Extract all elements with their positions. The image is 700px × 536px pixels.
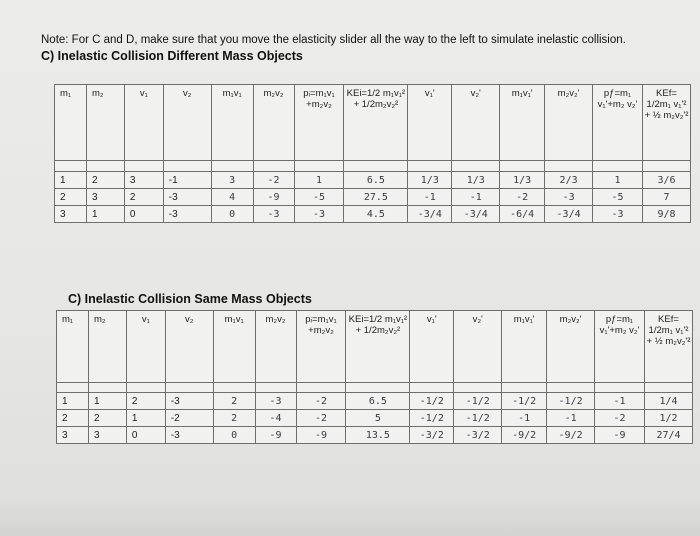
column-header: m₁v₁' [502,311,547,383]
table-row [55,172,691,189]
handwritten-answer-cell: -3 [253,206,294,223]
handwritten-answer-cell: -6/4 [500,206,545,223]
blank-cell [57,383,89,393]
handwritten-answer-cell: 0 [211,206,253,223]
handwritten-answer-cell: -4 [255,410,296,427]
handwritten-answer-cell: 1 [294,172,344,189]
handwritten-answer-cell: -1 [595,393,645,410]
handwritten-answer-cell: -1 [452,189,500,206]
handwritten-answer-cell: -9 [255,427,296,444]
photo-shadow [0,496,700,536]
handwritten-answer-cell: -2 [500,189,545,206]
blank-cell [547,383,595,393]
blank-cell [55,161,87,172]
blank-cell [410,383,454,393]
handwritten-answer-cell: -1/2 [502,393,547,410]
blank-cell [124,161,163,172]
handwritten-answer-cell: -9/2 [547,427,595,444]
handwritten-answer-cell: 2 [213,410,255,427]
handwritten-answer-cell: -5 [593,189,643,206]
column-header: v₁' [410,311,454,383]
handwritten-answer-cell: 9/8 [642,206,690,223]
column-header: m₁ [57,311,89,383]
handwritten-answer-cell: -1 [547,410,595,427]
column-header: m₁v₁ [213,311,255,383]
table-different-mass [54,84,691,223]
section-title-same-mass: C) Inelastic Collision Same Mass Objects [68,292,312,306]
table-row [55,189,691,206]
handwritten-answer-cell: -3/4 [408,206,452,223]
blank-cell [211,161,253,172]
instruction-note: Note: For C and D, make sure that you move the elasticity slider all the way to the left to simulate inelastic collision. [41,34,626,46]
given-value-cell: -3 [163,206,211,223]
handwritten-answer-cell: -1/2 [454,410,502,427]
handwritten-answer-cell: 4.5 [344,206,408,223]
column-header: m₁ [55,85,87,161]
given-value-cell: 1 [126,410,165,427]
column-header: v₂ [165,311,213,383]
blank-cell [502,383,547,393]
blank-cell [86,161,124,172]
section-title-different-mass: C) Inelastic Collision Different Mass Objects [41,49,303,63]
table-row [55,206,691,223]
blank-cell [255,383,296,393]
handwritten-answer-cell: -2 [253,172,294,189]
given-value-cell: -2 [165,410,213,427]
given-value-cell: 2 [86,172,124,189]
handwritten-answer-cell: -9 [595,427,645,444]
column-header: v₁ [124,85,163,161]
handwritten-answer-cell: 5 [346,410,410,427]
handwritten-answer-cell: -1 [502,410,547,427]
column-header: m₂v₂' [545,85,593,161]
spacer-row [55,161,691,172]
handwritten-answer-cell: -1/2 [454,393,502,410]
table-same-mass [56,310,693,444]
handwritten-answer-cell: -3 [255,393,296,410]
handwritten-answer-cell: -9 [253,189,294,206]
column-header: m₂ [86,85,124,161]
handwritten-answer-cell: 1/2 [644,410,692,427]
handwritten-answer-cell: -9/2 [502,427,547,444]
blank-cell [346,383,410,393]
column-header: pᵢ=m₁v₁ +m₂v₂ [294,85,344,161]
handwritten-answer-cell: 4 [211,189,253,206]
column-header: m₁v₁ [211,85,253,161]
given-value-cell: 3 [88,427,126,444]
blank-cell [126,383,165,393]
handwritten-answer-cell: 3/6 [642,172,690,189]
handwritten-answer-cell: 0 [213,427,255,444]
handwritten-answer-cell: -9 [296,427,346,444]
handwritten-answer-cell: 2/3 [545,172,593,189]
handwritten-answer-cell: -3/4 [545,206,593,223]
handwritten-answer-cell: 7 [642,189,690,206]
blank-cell [644,383,692,393]
table-row [57,410,693,427]
given-value-cell: 2 [57,410,89,427]
handwritten-answer-cell: -5 [294,189,344,206]
given-value-cell: 2 [124,189,163,206]
given-value-cell: 3 [124,172,163,189]
given-value-cell: 3 [86,189,124,206]
handwritten-answer-cell: -1/2 [410,393,454,410]
given-value-cell: 1 [86,206,124,223]
column-header: m₁v₁' [500,85,545,161]
given-value-cell: 0 [124,206,163,223]
handwritten-answer-cell: -1/2 [410,410,454,427]
blank-cell [296,383,346,393]
blank-cell [294,161,344,172]
column-header: v₂ [163,85,211,161]
given-value-cell: -3 [163,189,211,206]
handwritten-answer-cell: 6.5 [344,172,408,189]
blank-cell [452,161,500,172]
handwritten-answer-cell: 27/4 [644,427,692,444]
column-header: v₂' [454,311,502,383]
blank-cell [165,383,213,393]
given-value-cell: 3 [57,427,89,444]
handwritten-answer-cell: -1/2 [547,393,595,410]
column-header: pƒ=m₁ v₁'+m₂ v₂' [593,85,643,161]
handwritten-answer-cell: -3/4 [452,206,500,223]
blank-cell [545,161,593,172]
handwritten-answer-cell: -3 [593,206,643,223]
handwritten-answer-cell: -3 [294,206,344,223]
given-value-cell: 3 [55,206,87,223]
handwritten-answer-cell: 1/3 [408,172,452,189]
blank-cell [213,383,255,393]
handwritten-answer-cell: -2 [595,410,645,427]
column-header: v₁' [408,85,452,161]
given-value-cell: 2 [126,393,165,410]
column-header: KEi=1/2 m₁v₁² + 1/2m₂v₂² [346,311,410,383]
table-body [57,311,693,444]
handwritten-answer-cell: -2 [296,393,346,410]
blank-cell [595,383,645,393]
column-header: m₂v₂ [253,85,294,161]
handwritten-answer-cell: 2 [213,393,255,410]
handwritten-answer-cell: 3 [211,172,253,189]
handwritten-answer-cell: 1/4 [644,393,692,410]
given-value-cell: 1 [88,393,126,410]
handwritten-answer-cell: 6.5 [346,393,410,410]
handwritten-answer-cell: -1 [408,189,452,206]
handwritten-answer-cell: -3/2 [410,427,454,444]
column-header: pƒ=m₁ v₁'+m₂ v₂' [595,311,645,383]
spacer-row [57,383,693,393]
column-header: KEf= 1/2m₁ v₁'² + ½ m₂v₂'² [644,311,692,383]
blank-cell [500,161,545,172]
given-value-cell: 2 [88,410,126,427]
blank-cell [253,161,294,172]
column-header: m₂ [88,311,126,383]
column-header: KEi=1/2 m₁v₁² + 1/2m₂v₂² [344,85,408,161]
blank-cell [408,161,452,172]
column-header: v₁ [126,311,165,383]
blank-cell [642,161,690,172]
given-value-cell: -1 [163,172,211,189]
blank-cell [163,161,211,172]
handwritten-answer-cell: -3/2 [454,427,502,444]
blank-cell [593,161,643,172]
given-value-cell: 1 [55,172,87,189]
handwritten-answer-cell: 1 [593,172,643,189]
given-value-cell: 2 [55,189,87,206]
handwritten-answer-cell: 13.5 [346,427,410,444]
column-header: v₂' [452,85,500,161]
handwritten-answer-cell: 27.5 [344,189,408,206]
blank-cell [88,383,126,393]
handwritten-answer-cell: 1/3 [500,172,545,189]
column-header: pᵢ=m₁v₁ +m₂v₂ [296,311,346,383]
table-body [55,85,691,223]
handwritten-answer-cell: -2 [296,410,346,427]
column-header: KEf= 1/2m₁ v₁'² + ½ m₂v₂'² [642,85,690,161]
column-header: m₂v₂ [255,311,296,383]
column-header: m₂v₂' [547,311,595,383]
table-row [57,427,693,444]
handwritten-answer-cell: -3 [545,189,593,206]
given-value-cell: -3 [165,393,213,410]
given-value-cell: 1 [57,393,89,410]
blank-cell [344,161,408,172]
blank-cell [454,383,502,393]
table-row [57,393,693,410]
given-value-cell: -3 [165,427,213,444]
handwritten-answer-cell: 1/3 [452,172,500,189]
given-value-cell: 0 [126,427,165,444]
